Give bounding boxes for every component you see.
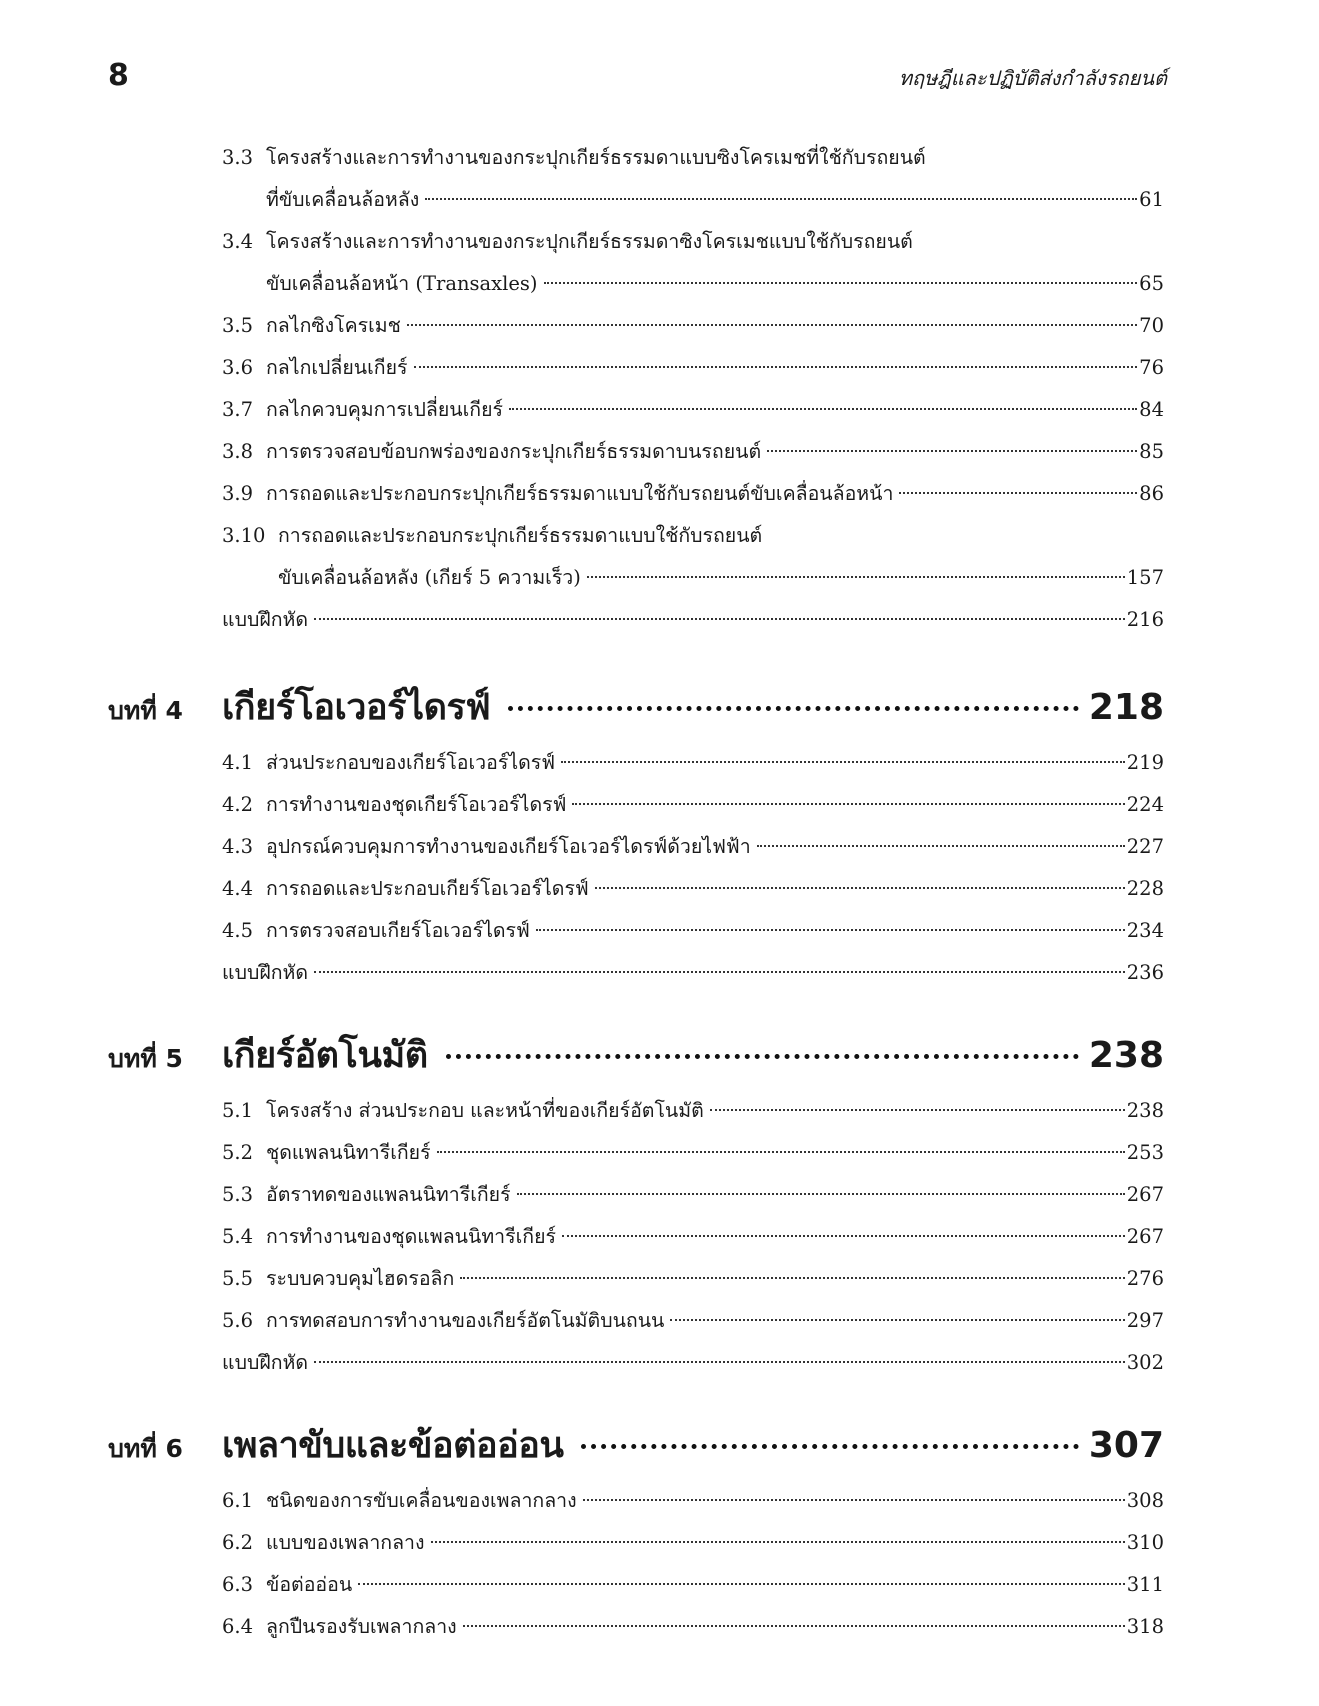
entry-page: 236 [1126,961,1164,984]
entry-title: การตรวจสอบข้อบกพร่องของกระปุกเกียร์ธรรมดาบนรถยนต์ [266,440,762,463]
dot-leader [670,1319,1124,1321]
entry-title: ระบบควบคุมไฮดรอลิก [266,1267,455,1290]
chapter-label: บทที่ 5 [108,1044,183,1073]
running-head: ทฤษฎีและปฏิบัติส่งกำลังรถยนต์ [898,66,1167,90]
entry-number: 4.4 [222,877,254,900]
chapter-heading-4[interactable] [108,678,1164,734]
entry-page: 85 [1139,440,1164,463]
chapter-page: 218 [1088,687,1164,728]
entry-number: 5.4 [222,1225,254,1248]
toc-entry-3-4[interactable] [222,226,1164,258]
entry-page: 65 [1139,272,1164,295]
entry-number: 4.1 [222,751,254,774]
entry-title-continuation: ขับเคลื่อนล้อหน้า (Transaxles) [266,272,538,295]
entry-number: 6.1 [222,1489,254,1512]
dot-leader [509,408,1137,410]
dot-leader [899,492,1137,494]
entry-number: 3.8 [222,440,254,463]
entry-page: 308 [1126,1489,1164,1512]
entry-title: กลไกเปลี่ยนเกียร์ [266,356,408,379]
entry-title: โครงสร้าง ส่วนประกอบ และหน้าที่ของเกียร์อัตโนมัติ [266,1099,704,1122]
entry-title: แบบฝึกหัด [222,1351,309,1374]
toc-entry-4-2[interactable] [222,789,1164,821]
toc-entry-5-3[interactable] [222,1179,1164,1211]
entry-title: การถอดและประกอบกระปุกเกียร์ธรรมดาแบบใช้กับรถยนต์ [278,524,763,547]
entry-title: แบบฝึกหัด [222,608,309,631]
entry-page: 84 [1139,398,1164,421]
dot-leader [581,1444,1078,1449]
entry-page: 253 [1126,1141,1164,1164]
chapter-page: 307 [1088,1425,1164,1466]
toc-entry-4-3[interactable] [222,831,1164,863]
entry-title: การตรวจสอบเกียร์โอเวอร์ไดรฟ์ [266,919,530,942]
entry-page: 86 [1139,482,1164,505]
entry-number: 3.9 [222,482,254,505]
entry-page: 216 [1126,608,1164,631]
dot-leader [710,1109,1125,1111]
entry-number: 5.1 [222,1099,254,1122]
dot-leader [595,887,1125,889]
toc-entry-5-5[interactable] [222,1263,1164,1295]
entry-number: 5.3 [222,1183,254,1206]
chapter-heading-6[interactable] [108,1416,1164,1472]
toc-entry-5-4[interactable] [222,1221,1164,1253]
dot-leader [572,803,1124,805]
entry-number: 3.4 [222,230,254,253]
entry-page: 61 [1139,188,1164,211]
dot-leader [358,1583,1125,1585]
entry-title: การถอดและประกอบกระปุกเกียร์ธรรมดาแบบใช้กับรถยนต์ขับเคลื่อนล้อหน้า [266,482,894,505]
toc-entry-3-6[interactable] [222,352,1164,384]
entry-title: อัตราทดของแพลนนิทารีเกียร์ [266,1183,511,1206]
toc-entry-3-8[interactable] [222,436,1164,468]
toc-entry-3-5[interactable] [222,310,1164,342]
entry-page: 310 [1126,1531,1164,1554]
dot-leader [446,1054,1079,1059]
toc-entry-4-5[interactable] [222,915,1164,947]
chapter-heading-5[interactable] [108,1026,1164,1082]
chapter-label: บทที่ 6 [108,1434,183,1463]
entry-title: ลูกปืนรองรับเพลากลาง [266,1615,457,1638]
entry-number: 5.6 [222,1309,254,1332]
toc-entry-5-6[interactable] [222,1305,1164,1337]
toc-entry-exercise[interactable] [222,957,1164,989]
toc-entry-5-1[interactable] [222,1095,1164,1127]
entry-page: 318 [1126,1615,1164,1638]
entry-number: 5.5 [222,1267,254,1290]
entry-number: 5.2 [222,1141,254,1164]
toc-entry-3-3-cont[interactable] [266,184,1164,216]
entry-title: ชนิดของการขับเคลื่อนของเพลากลาง [266,1489,577,1512]
entry-page: 70 [1139,314,1164,337]
toc-entry-6-2[interactable] [222,1527,1164,1559]
toc-entry-exercise[interactable] [222,604,1164,636]
entry-number: 3.5 [222,314,254,337]
entry-page: 227 [1126,835,1164,858]
toc-entry-3-10[interactable] [222,520,1164,552]
dot-leader [536,929,1125,931]
dot-leader [561,761,1125,763]
entry-page: 224 [1126,793,1164,816]
dot-leader [460,1277,1124,1279]
entry-page: 267 [1126,1225,1164,1248]
entry-number: 6.3 [222,1573,254,1596]
entry-title: ชุดแพลนนิทารีเกียร์ [266,1141,431,1164]
entry-page: 238 [1126,1099,1164,1122]
entry-number: 3.3 [222,146,254,169]
page-number: 8 [108,58,129,93]
entry-page: 267 [1126,1183,1164,1206]
entry-title: การถอดและประกอบเกียร์โอเวอร์ไดรฟ์ [266,877,589,900]
entry-number: 3.7 [222,398,254,421]
chapter-title: เกียร์อัตโนมัติ [222,1035,428,1076]
entry-title: โครงสร้างและการทำงานของกระปุกเกียร์ธรรมดาซิงโครเมชแบบใช้กับรถยนต์ [266,230,913,253]
entry-number: 3.6 [222,356,254,379]
entry-number: 6.2 [222,1531,254,1554]
entry-title: กลไกควบคุมการเปลี่ยนเกียร์ [266,398,503,421]
entry-page: 311 [1126,1573,1164,1596]
entry-title: โครงสร้างและการทำงานของกระปุกเกียร์ธรรมดาแบบซิงโครเมชที่ใช้กับรถยนต์ [266,146,926,169]
entry-title: ส่วนประกอบของเกียร์โอเวอร์ไดรฟ์ [266,751,556,774]
toc-entry-3-4-cont[interactable] [266,268,1164,300]
entry-number: 4.3 [222,835,254,858]
entry-page: 297 [1126,1309,1164,1332]
toc-entry-4-4[interactable] [222,873,1164,905]
dot-leader [425,198,1137,200]
dot-leader [437,1151,1125,1153]
entry-title: ข้อต่ออ่อน [266,1573,353,1596]
entry-page: 157 [1126,566,1164,589]
dot-leader [517,1193,1125,1195]
entry-title: แบบของเพลากลาง [266,1531,425,1554]
chapter-title: เพลาขับและข้อต่ออ่อน [222,1425,564,1466]
dot-leader [431,1541,1125,1543]
dot-leader [314,618,1125,620]
entry-page: 276 [1126,1267,1164,1290]
entry-title-continuation: ที่ขับเคลื่อนล้อหลัง [266,188,420,211]
dot-leader [562,1235,1125,1237]
entry-page: 302 [1126,1351,1164,1374]
toc-entry-3-10-cont[interactable] [278,562,1164,594]
dot-leader [508,706,1079,711]
dot-leader [583,1499,1125,1501]
entry-number: 4.5 [222,919,254,942]
entry-title: การทำงานของชุดเกียร์โอเวอร์ไดรฟ์ [266,793,567,816]
entry-title: การทดสอบการทำงานของเกียร์อัตโนมัติบนถนน [266,1309,665,1332]
toc-entry-6-1[interactable] [222,1485,1164,1517]
entry-title: อุปกรณ์ควบคุมการทำงานของเกียร์โอเวอร์ไดรฟ์ด้วยไฟฟ้า [266,835,751,858]
toc-entry-3-3[interactable] [222,142,1164,174]
entry-page: 76 [1139,356,1164,379]
entry-number: 4.2 [222,793,254,816]
toc-entry-3-7[interactable] [222,394,1164,426]
toc-entry-3-9[interactable] [222,478,1164,510]
toc-entry-5-2[interactable] [222,1137,1164,1169]
dot-leader [314,1361,1125,1363]
dot-leader [407,324,1137,326]
toc-entry-6-3[interactable] [222,1569,1164,1601]
toc-entry-exercise[interactable] [222,1347,1164,1379]
entry-title: กลไกซิงโครเมช [266,314,401,337]
entry-page: 234 [1126,919,1164,942]
dot-leader [757,845,1125,847]
entry-page: 228 [1126,877,1164,900]
entry-title-continuation: ขับเคลื่อนล้อหลัง (เกียร์ 5 ความเร็ว) [278,566,581,589]
dot-leader [587,576,1125,578]
chapter-page: 238 [1088,1035,1164,1076]
dot-leader [414,366,1138,368]
entry-page: 219 [1126,751,1164,774]
dot-leader [314,971,1125,973]
entry-title: แบบฝึกหัด [222,961,309,984]
chapter-label: บทที่ 4 [108,696,183,725]
toc-entry-6-4[interactable] [222,1611,1164,1643]
chapter-title: เกียร์โอเวอร์ไดรฟ์ [222,687,491,728]
entry-title: การทำงานของชุดแพลนนิทารีเกียร์ [266,1225,556,1248]
entry-number: 6.4 [222,1615,254,1638]
dot-leader [463,1625,1125,1627]
dot-leader [767,450,1137,452]
entry-number: 3.10 [222,524,266,547]
dot-leader [544,282,1138,284]
toc-entry-4-1[interactable] [222,747,1164,779]
